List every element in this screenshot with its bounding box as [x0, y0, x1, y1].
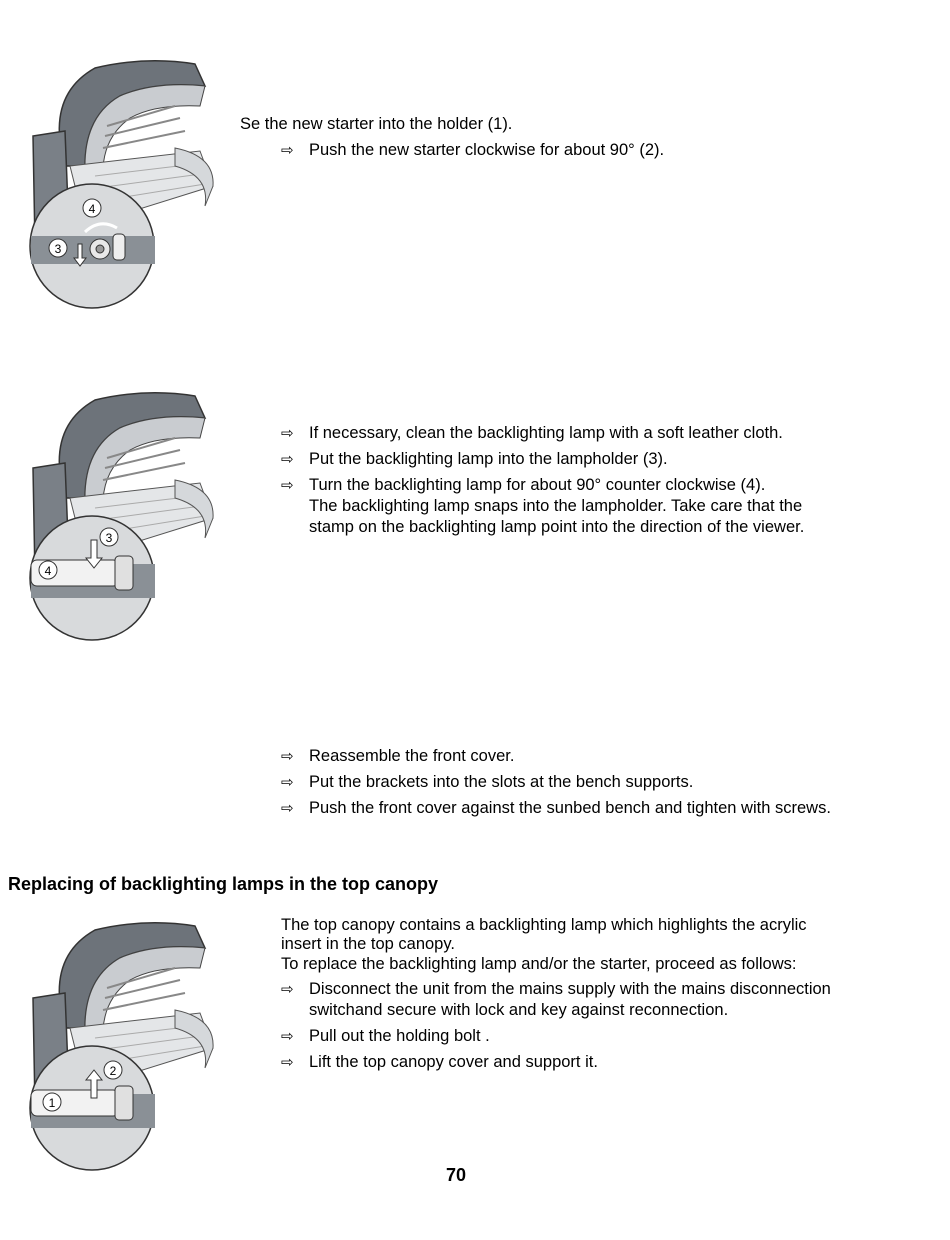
step-text: Turn the backlighting lamp for about 90° counter clockwise (4). — [309, 476, 766, 494]
svg-text:3: 3 — [54, 242, 62, 256]
page-number: 70 — [446, 1165, 467, 1185]
step-text: Reassemble the front cover. — [309, 747, 515, 765]
step-item — [281, 140, 664, 161]
step-item — [281, 772, 693, 793]
sunbed-figure-lampholder — [25, 388, 220, 648]
step-item — [281, 1026, 490, 1047]
arrow-right-icon: ⇨ — [281, 477, 294, 494]
section1-intro: Se the new starter into the holder (1). — [240, 115, 513, 133]
arrow-right-icon: ⇨ — [281, 800, 294, 817]
sunbed-figure-starter — [25, 56, 220, 316]
step-continuation: switchand secure with lock and key against reconnection. — [309, 1001, 729, 1019]
arrow-right-icon: ⇨ — [281, 1054, 294, 1071]
svg-text:4: 4 — [44, 564, 52, 578]
step-text: Push the new starter clockwise for about 90° (2). — [309, 141, 665, 159]
step-item — [281, 979, 831, 1000]
callout-2 — [104, 1061, 122, 1079]
arrow-right-icon: ⇨ — [281, 451, 294, 468]
arrow-right-icon: ⇨ — [281, 425, 294, 442]
arrow-right-icon: ⇨ — [281, 1028, 294, 1045]
step-item — [281, 746, 514, 767]
callout-3 — [49, 239, 67, 257]
step-item — [281, 449, 668, 470]
step-text: Pull out the holding bolt . — [309, 1027, 490, 1045]
callout-4 — [39, 561, 57, 579]
arrow-right-icon: ⇨ — [281, 774, 294, 791]
arrow-right-icon: ⇨ — [281, 748, 294, 765]
step-continuation: The backlighting lamp snaps into the lampholder. Take care that the — [309, 497, 803, 515]
callout-4 — [83, 199, 101, 217]
arrow-right-icon: ⇨ — [281, 142, 294, 159]
step-item — [281, 423, 783, 444]
svg-text:2: 2 — [109, 1064, 117, 1078]
step-text: Put the brackets into the slots at the bench supports. — [309, 773, 694, 791]
step-text: If necessary, clean the backlighting lamp with a soft leather cloth. — [309, 424, 783, 442]
callout-1 — [43, 1093, 61, 1111]
section-heading: Replacing of backlighting lamps in the top canopy — [8, 874, 439, 894]
step-text: Lift the top canopy cover and support it. — [309, 1053, 598, 1071]
arrow-right-icon: ⇨ — [281, 981, 294, 998]
section4-intro-line: The top canopy contains a backlighting lamp which highlights the acrylic — [281, 916, 807, 934]
step-continuation: stamp on the backlighting lamp point into the direction of the viewer. — [309, 518, 805, 536]
step-text: Push the front cover against the sunbed bench and tighten with screws. — [309, 799, 831, 817]
step-text: Put the backlighting lamp into the lampholder (3). — [309, 450, 668, 468]
svg-text:3: 3 — [105, 531, 113, 545]
step-item — [281, 1052, 598, 1073]
callout-3 — [100, 528, 118, 546]
step-item — [281, 475, 765, 496]
section4-intro-line: insert in the top canopy. — [281, 935, 455, 953]
svg-text:4: 4 — [88, 202, 96, 216]
svg-text:1: 1 — [48, 1096, 56, 1110]
section4-intro-line: To replace the backlighting lamp and/or the starter, proceed as follows: — [281, 955, 797, 973]
sunbed-figure-top-canopy — [25, 918, 220, 1178]
step-text: Disconnect the unit from the mains supply with the mains disconnection — [309, 980, 831, 998]
step-item — [281, 798, 831, 819]
